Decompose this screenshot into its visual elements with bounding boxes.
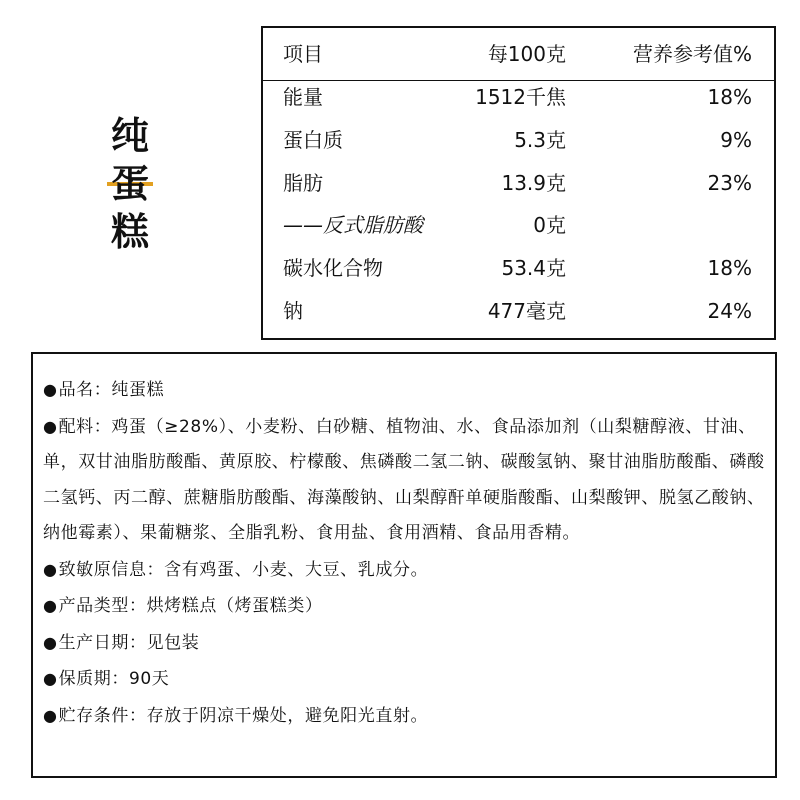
header-nrv: 营养参考值% — [632, 42, 752, 66]
info-label: 生产日期： — [58, 632, 147, 653]
nutrition-row-fat — [263, 162, 774, 205]
row-per100: 0克 — [533, 213, 566, 237]
row-per100: 477毫克 — [487, 299, 566, 323]
row-item: 能量 — [283, 85, 323, 109]
bullet-icon: ● — [43, 596, 58, 615]
product-title — [100, 112, 160, 256]
header-per100: 每100克 — [487, 42, 566, 66]
row-item: 脂肪 — [283, 171, 323, 195]
nutrition-table — [261, 26, 776, 340]
info-label: 产品类型： — [58, 596, 147, 616]
info-value: 纯蛋糕 — [111, 380, 165, 400]
info-value: 含有鸡蛋、小麦、大豆、乳成分。 — [164, 559, 429, 580]
nutrition-row-carbohydrate — [263, 247, 774, 290]
info-value: 见包装 — [146, 632, 200, 653]
info-label: 品名： — [58, 380, 112, 400]
info-value: 鸡蛋（≥28%）、小麦粉、白砂糖、植物油、水、食品添加剂（山梨糖醇液、甘油、单，双甘油脂肪酸酯、黄原胶、柠檬酸、焦磷酸二氢二钠、碳酸氢钠、聚甘油脂肪酸酯、磷酸二氢钙、丙二醇、蔗糖脂肪酸酯、海藻酸钠、山梨醇酐单硬脂酸酯、山梨酸钾、脱氢乙酸钠、纳他霉素）、果葡糖浆、全脂乳粉、食用盐、食用酒精、食品用香精。 — [43, 416, 765, 543]
row-nrv: 24% — [707, 299, 752, 323]
row-item: 碳水化合物 — [283, 256, 383, 280]
row-nrv: 18% — [707, 256, 752, 280]
info-label: 保质期： — [58, 669, 129, 689]
info-value: 存放于阴凉干燥处，避免阳光直射。 — [146, 705, 429, 726]
nutrition-row-energy — [263, 76, 774, 119]
row-item: 蛋白质 — [283, 128, 343, 152]
row-nrv: 9% — [720, 128, 752, 152]
row-per100: 5.3克 — [514, 128, 566, 152]
bullet-icon: ● — [43, 380, 58, 399]
title-char-1: 纯 — [110, 114, 149, 158]
info-label: 贮存条件： — [58, 705, 147, 726]
product-info-box — [31, 352, 777, 778]
row-item: 钠 — [283, 299, 303, 323]
bullet-icon: ● — [43, 705, 58, 725]
row-item: ——反式脂肪酸 — [283, 213, 423, 237]
info-label: 致敏原信息： — [58, 559, 165, 580]
row-per100: 1512千焦 — [475, 85, 566, 109]
info-ingredients — [43, 409, 771, 552]
row-nrv: 23% — [707, 171, 752, 195]
info-storage — [43, 698, 771, 735]
bullet-icon: ● — [43, 669, 58, 688]
header-item: 项目 — [283, 42, 323, 66]
bullet-icon: ● — [43, 559, 58, 579]
info-allergen — [43, 552, 771, 589]
nutrition-row-trans-fat — [263, 204, 774, 247]
info-production-date — [43, 625, 771, 662]
row-nrv: 18% — [707, 85, 752, 109]
title-char-2: 蛋 — [110, 162, 149, 206]
title-char-3: 糕 — [110, 210, 149, 254]
row-per100: 53.4克 — [501, 256, 566, 280]
bullet-icon: ● — [43, 416, 58, 436]
nutrition-header-row — [263, 28, 774, 81]
nutrition-row-protein — [263, 119, 774, 162]
info-product-name — [43, 372, 771, 409]
info-product-type — [43, 588, 771, 625]
info-value: 烘烤糕点（烤蛋糕类） — [146, 596, 323, 616]
nutrition-row-sodium — [263, 290, 774, 333]
info-label: 配料： — [58, 416, 112, 437]
info-shelf-life — [43, 661, 771, 698]
info-value: 90天 — [128, 669, 170, 689]
bullet-icon: ● — [43, 632, 58, 652]
row-per100: 13.9克 — [501, 171, 566, 195]
